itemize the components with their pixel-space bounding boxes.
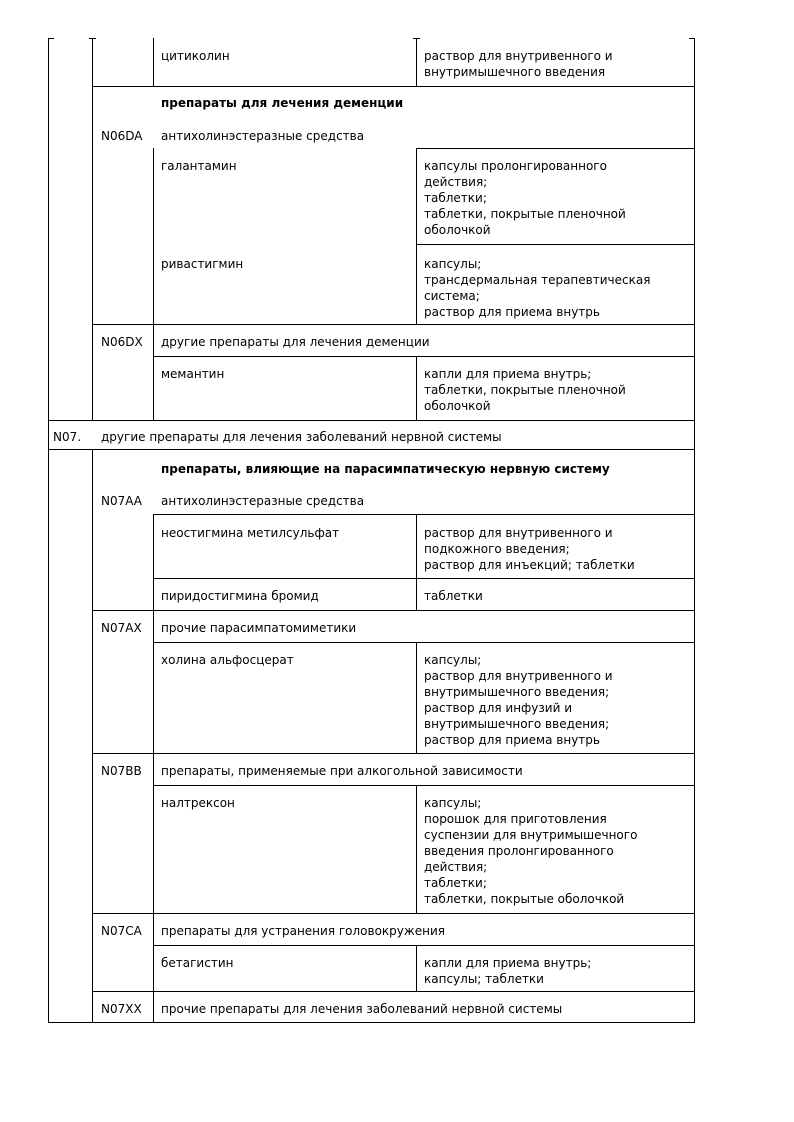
cell-name: прочие препараты для лечения заболеваний нервной системы — [161, 1002, 563, 1016]
row-rule — [92, 324, 695, 325]
cell-drug: цитиколин — [161, 49, 230, 63]
row-rule — [92, 86, 695, 87]
cell-form: таблетки — [424, 589, 483, 603]
cell-code: N06DX — [101, 335, 143, 349]
cell-form: капсулы пролонгированного действия; таблетки; таблетки, покрытые пленочной оболочкой — [424, 159, 626, 237]
row-rule — [92, 991, 695, 992]
form-column-line — [416, 945, 417, 991]
cell-code: N06DA — [101, 129, 143, 143]
cell-drug: мемантин — [161, 367, 225, 381]
row-rule — [153, 785, 695, 786]
cell-name: антихолинэстеразные средства — [161, 129, 365, 143]
code-column-line — [153, 913, 154, 945]
cell-name: препараты, влияющие на парасимпатическую нервную систему — [161, 462, 610, 476]
top-tick — [89, 38, 96, 39]
cell-drug: ривастигмин — [161, 257, 244, 271]
cell-code: N07BB — [101, 764, 142, 778]
cell-form: капли для приема внутрь; капсулы; таблетки — [424, 956, 592, 986]
row-rule — [153, 514, 695, 515]
cell-code: N07XX — [101, 1002, 142, 1016]
cell-name: препараты, применяемые при алкогольной зависимости — [161, 764, 523, 778]
cell-drug: галантамин — [161, 159, 237, 173]
cell-drug: неостигмина метилсульфат — [161, 526, 340, 540]
top-tick — [48, 38, 54, 39]
cell-group: N07. — [53, 430, 82, 444]
code-column-line — [153, 324, 154, 356]
row-rule — [48, 449, 695, 450]
code-column-line — [153, 753, 154, 785]
code-column-line — [153, 991, 154, 1022]
row-rule — [92, 913, 695, 914]
cell-code: N07AX — [101, 621, 142, 635]
cell-form: капсулы; порошок для приготовления суспензии для внутримышечного введения пролонгированного действия; таблетки; таблетки, покрытые оболочкой — [424, 796, 638, 906]
table-border-right — [694, 38, 695, 1022]
cell-name: препараты для лечения деменции — [161, 96, 404, 110]
row-rule — [48, 420, 695, 421]
code-column-line — [153, 514, 154, 610]
form-column-line — [416, 356, 417, 420]
cell-code: N07CA — [101, 924, 142, 938]
row-rule — [153, 945, 695, 946]
code-column-line — [153, 38, 154, 86]
row-rule — [153, 642, 695, 643]
cell-drug: бетагистин — [161, 956, 234, 970]
cell-name: антихолинэстеразные средства — [161, 494, 365, 508]
code-column-line — [153, 642, 154, 753]
table-bottom-rule — [48, 1022, 695, 1023]
cell-name: прочие парасимпатомиметики — [161, 621, 357, 635]
table-border-left — [48, 38, 49, 1022]
cell-drug: налтрексон — [161, 796, 235, 810]
top-tick — [413, 38, 420, 39]
row-rule — [92, 753, 695, 754]
top-tick — [689, 38, 695, 39]
cell-drug: холина альфосцерат — [161, 653, 294, 667]
form-column-line — [416, 38, 417, 86]
group-column-line — [92, 449, 93, 1022]
cell-name: препараты для устранения головокружения — [161, 924, 445, 938]
row-rule — [153, 356, 695, 357]
cell-form: раствор для внутривенного и внутримышечного введения — [424, 49, 613, 79]
cell-drug: пиридостигмина бромид — [161, 589, 319, 603]
form-column-line — [416, 148, 417, 324]
row-rule — [416, 148, 695, 149]
cell-form: капли для приема внутрь; таблетки, покрытые пленочной оболочкой — [424, 367, 626, 413]
row-rule — [416, 244, 695, 245]
cell-wide: другие препараты для лечения заболеваний нервной системы — [101, 430, 502, 444]
cell-form: капсулы; трансдермальная терапевтическая система; раствор для приема внутрь — [424, 257, 651, 319]
row-rule — [92, 610, 695, 611]
form-column-line — [416, 642, 417, 753]
form-column-line — [416, 514, 417, 610]
code-column-line — [153, 148, 154, 324]
row-rule — [153, 578, 695, 579]
cell-code: N07AA — [101, 494, 142, 508]
cell-form: раствор для внутривенного и подкожного введения; раствор для инъекций; таблетки — [424, 526, 635, 572]
group-column-line — [92, 38, 93, 420]
code-column-line — [153, 785, 154, 913]
code-column-line — [153, 610, 154, 642]
code-column-line — [153, 356, 154, 420]
cell-name: другие препараты для лечения деменции — [161, 335, 430, 349]
cell-form: капсулы; раствор для внутривенного и внутримышечного введения; раствор для инфузий и внутримышечного введения; раствор для приема внутрь — [424, 653, 613, 747]
form-column-line — [416, 785, 417, 913]
